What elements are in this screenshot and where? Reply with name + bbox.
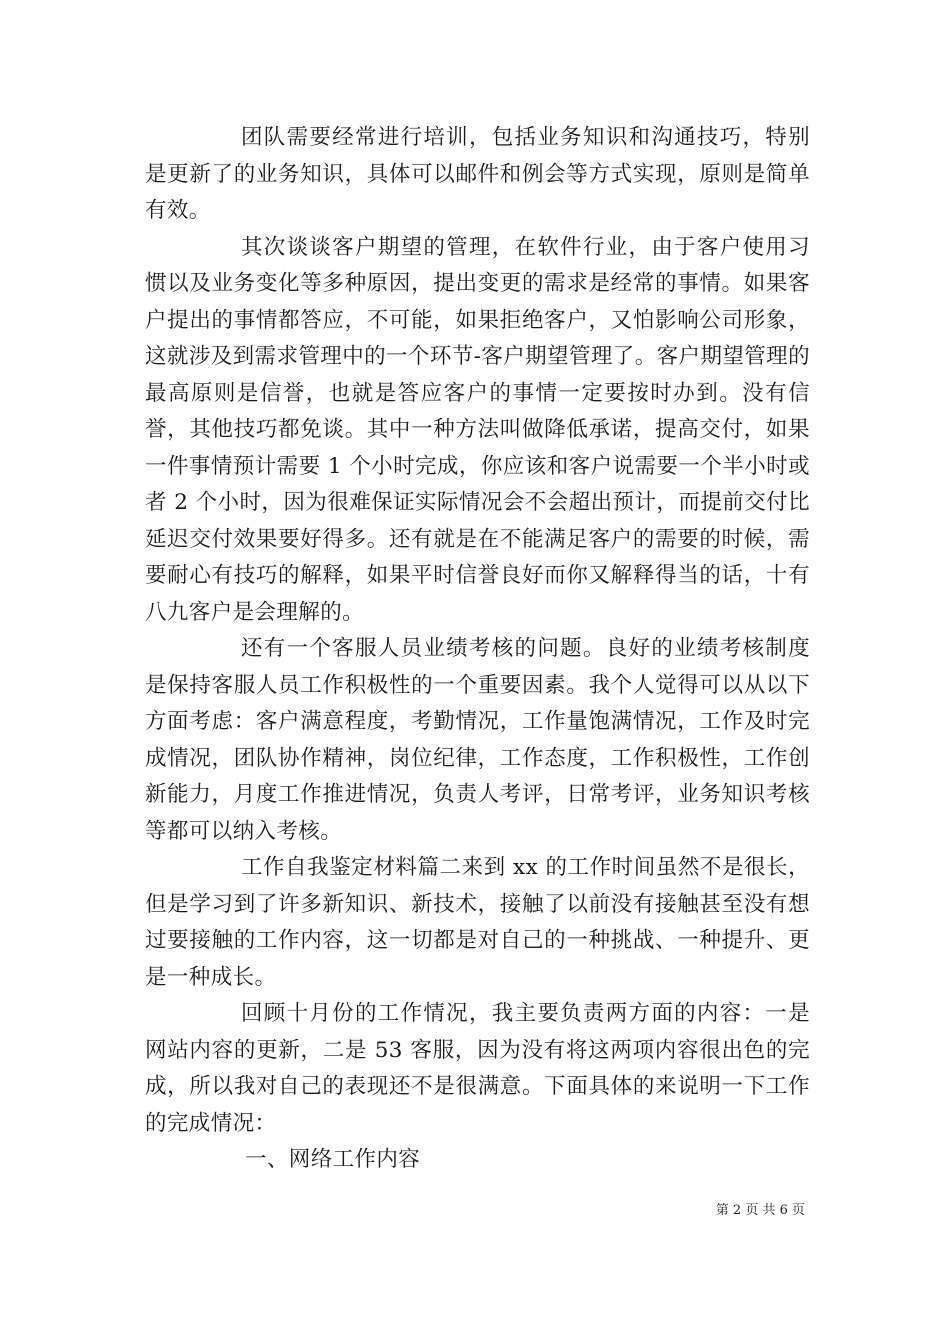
paragraph-october-review: 回顾十月份的工作情况，我主要负责两方面的内容：一是网站内容的更新，二是 53 客服，因为没有将这两项内容很出色的完成，所以我对自己的表现还不是很满意。下面具体的来说明一下工作的完成情况：: [145, 1001, 810, 1136]
paragraph-customer-expectation: 其次谈谈客户期望的管理，在软件行业，由于客户使用习惯以及业务变化等多种原因，提出变更的需求是经常的事情。如果客户提出的事情都答应，不可能，如果拒绝客户，又怕影响公司形象，这就涉及到需求管理中的一个环节-客户期望管理了。客户期望管理的最高原则是信誉，也就是答应客户的事情一定要按时办到。没有信誉，其他技巧都免谈。其中一种方法叫做降低承诺，提高交付，如果一件事情预计需要 1 个小时完成，你应该和客户说需要一个半小时或者 2 个小时，因为很难保证实际情况会不会超出预计，而提前交付比延迟交付效果要好得多。还有就是在不能满足客户的需要的时候，需要耐心有技巧的解释，如果平时信誉良好而你又解释得当的话，十有八九客户是会理解的。: [145, 234, 810, 625]
paragraph-self-assessment: 工作自我鉴定材料篇二来到 xx 的工作时间虽然不是很长，但是学习到了许多新知识、新技术，接触了以前没有接触甚至没有想过要接触的工作内容，这一切都是对自己的一种挑战、一种提升、更是一种成长。: [145, 855, 810, 990]
paragraph-training: 团队需要经常进行培训，包括业务知识和沟通技巧，特别是更新了的业务知识，具体可以邮件和例会等方式实现，原则是简单有效。: [145, 125, 810, 223]
document-body: [145, 120, 810, 1179]
section-heading: 一、网络工作内容: [245, 1147, 421, 1172]
paragraph-performance-review: 还有一个客服人员业绩考核的问题。良好的业绩考核制度是保持客服人员工作积极性的一个重要因素。我个人觉得可以从以下方面考虑：客户满意程度，考勤情况，工作量饱满情况，工作及时完成情况，团队协作精神，岗位纪律，工作态度，工作积极性，工作创新能力，月度工作推进情况，负责人考评，日常考评，业务知识考核等都可以纳入考核。: [145, 636, 810, 844]
page-number-footer: 第 2 页 共 6 页: [715, 1203, 805, 1218]
